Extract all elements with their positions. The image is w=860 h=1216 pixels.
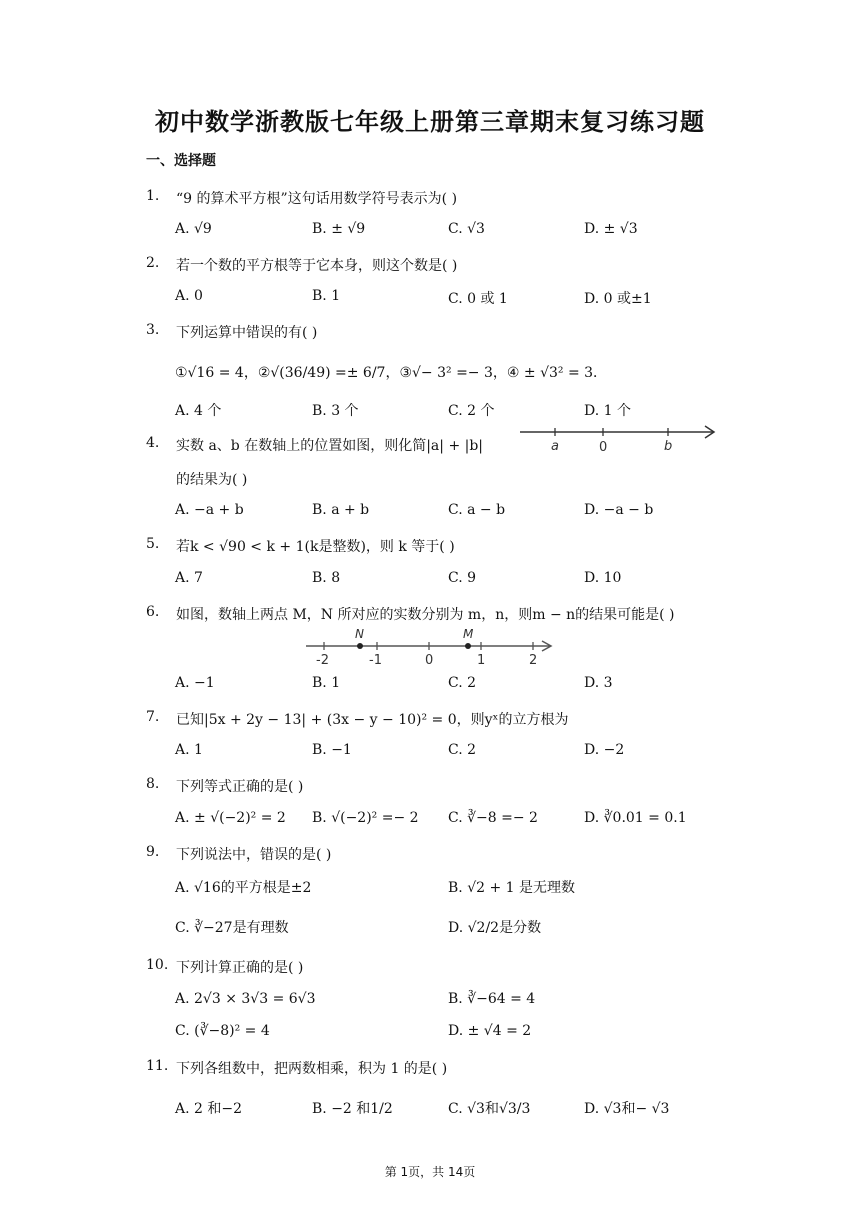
options-q2 (175, 288, 775, 308)
option-d[interactable]: D. ± √3 (584, 221, 638, 237)
option-b[interactable]: B. 1 (312, 675, 341, 691)
tick-label: 1 (477, 653, 486, 668)
page-title: 初中数学浙教版七年级上册第三章期末复习练习题 (155, 108, 705, 136)
option-d[interactable]: D. √2/2是分数 (448, 920, 542, 936)
tick-label: -1 (369, 653, 382, 668)
option-c[interactable]: C. 2 (448, 675, 477, 691)
options-q7 (175, 742, 775, 762)
option-c[interactable]: C. √3和√3/3 (448, 1101, 531, 1117)
option-a[interactable]: A. −a + b (175, 502, 244, 518)
tick-label: -2 (316, 653, 329, 668)
option-b[interactable]: B. 1 (312, 288, 341, 304)
tick-label: 2 (529, 653, 538, 668)
question-text: 实数 a、b 在数轴上的位置如图，则化简|a| + |b| (176, 438, 484, 454)
option-b[interactable]: B. √(−2)² =− 2 (312, 810, 419, 826)
question-text: 下列计算正确的是( ) (176, 960, 304, 976)
q3-expression (175, 362, 775, 382)
option-a[interactable]: A. ± √(−2)² = 2 (175, 810, 286, 826)
question-text: 下列运算中错误的有( ) (176, 325, 318, 341)
option-a[interactable]: A. 0 (175, 288, 203, 304)
question-text: 若一个数的平方根等于它本身，则这个数是( ) (176, 258, 458, 274)
options-q10-row1 (175, 991, 775, 1011)
options-q11 (175, 1098, 775, 1118)
option-b[interactable]: B. −1 (312, 742, 352, 758)
option-a[interactable]: A. 7 (175, 570, 203, 586)
options-q8 (175, 810, 775, 830)
option-b[interactable]: B. ± √9 (312, 221, 366, 237)
question-number: 3. (146, 322, 160, 338)
number-line-q6 (300, 626, 558, 670)
label-b: b (664, 439, 673, 454)
question-number: 9. (146, 844, 160, 860)
option-d[interactable]: D. 3 (584, 675, 613, 691)
number-line-q4 (515, 420, 720, 456)
options-q10-row2 (175, 1023, 775, 1043)
question-text: 下列等式正确的是( ) (176, 779, 304, 795)
point-m (465, 643, 471, 649)
option-c[interactable]: C. √3 (448, 221, 485, 237)
label-zero: 0 (599, 440, 608, 455)
option-a[interactable]: A. −1 (175, 675, 215, 691)
options-q9-row1 (175, 877, 775, 897)
option-a[interactable]: A. √16的平方根是±2 (175, 880, 312, 896)
options-q5 (175, 570, 775, 590)
option-b[interactable]: B. ∛−64 = 4 (448, 991, 536, 1007)
option-d[interactable]: D. 1 个 (584, 403, 631, 419)
option-d[interactable]: D. 0 或±1 (584, 291, 652, 307)
option-b[interactable]: B. −2 和1/2 (312, 1101, 393, 1117)
question-number: 8. (146, 776, 160, 792)
option-c[interactable]: C. 9 (448, 570, 477, 586)
question-text: 下列说法中，错误的是( ) (176, 847, 332, 863)
option-d[interactable]: D. ± √4 = 2 (448, 1023, 532, 1039)
option-b[interactable]: B. 8 (312, 570, 341, 586)
option-c[interactable]: C. ∛−8 =− 2 (448, 810, 538, 826)
question-number: 6. (146, 604, 160, 620)
question-text: “9 的算术平方根”这句话用数学符号表示为( ) (176, 191, 458, 207)
tick-label: 0 (425, 653, 434, 668)
option-c[interactable]: C. (∛−8)² = 4 (175, 1023, 270, 1039)
question-text: 下列各组数中，把两数相乘，积为 1 的是( ) (176, 1061, 448, 1077)
option-a[interactable]: A. 2 和−2 (175, 1101, 243, 1117)
label-a: a (551, 439, 559, 454)
option-d[interactable]: D. −2 (584, 742, 625, 758)
point-n (357, 643, 363, 649)
question-number: 5. (146, 536, 160, 552)
option-b[interactable]: B. √2 + 1 是无理数 (448, 880, 576, 896)
question-text-line2: 的结果为( ) (176, 472, 248, 488)
options-q6 (175, 675, 775, 695)
option-c[interactable]: C. 0 或 1 (448, 291, 508, 307)
option-a[interactable]: A. 1 (175, 742, 203, 758)
label-m: M (463, 627, 474, 641)
option-d[interactable]: D. ∛0.01 = 0.1 (584, 810, 687, 826)
option-c[interactable]: C. 2 (448, 742, 477, 758)
option-b[interactable]: B. a + b (312, 502, 370, 518)
q3-expression-text: ①√16 = 4，②√(36/49) =± 6/7，③√− 3² =− 3，④ ± √3² = 3． (175, 365, 608, 381)
question-text: 已知|5x + 2y − 13| + (3x − y − 10)² = 0，则yˣ的立方根为 (176, 712, 569, 728)
option-d[interactable]: D. √3和− √3 (584, 1101, 670, 1117)
label-n: N (355, 627, 364, 641)
section-heading: 一、选择题 (146, 153, 216, 169)
page-footer: 第 1页，共 14页 (384, 1165, 476, 1179)
question-number: 11. (146, 1058, 169, 1074)
question-number: 1. (146, 188, 160, 204)
options-q3 (175, 400, 775, 420)
question-number: 10. (146, 957, 169, 973)
options-q1 (175, 221, 775, 241)
question-text: 如图，数轴上两点 M，N 所对应的实数分别为 m，n，则m − n的结果可能是( ) (176, 607, 675, 623)
question-number: 2. (146, 255, 160, 271)
options-q9-row2 (175, 917, 775, 937)
question-text: 若k < √90 < k + 1(k是整数)，则 k 等于( ) (176, 539, 455, 555)
option-a[interactable]: A. 4 个 (175, 403, 222, 419)
option-b[interactable]: B. 3 个 (312, 403, 359, 419)
option-a[interactable]: A. √9 (175, 221, 212, 237)
question-number: 7. (146, 709, 160, 725)
option-c[interactable]: C. a − b (448, 502, 506, 518)
option-c[interactable]: C. 2 个 (448, 403, 495, 419)
option-d[interactable]: D. −a − b (584, 502, 654, 518)
question-number: 4. (146, 435, 160, 451)
options-q4 (175, 502, 775, 522)
option-d[interactable]: D. 10 (584, 570, 622, 586)
option-a[interactable]: A. 2√3 × 3√3 = 6√3 (175, 991, 316, 1007)
option-c[interactable]: C. ∛−27是有理数 (175, 920, 289, 936)
